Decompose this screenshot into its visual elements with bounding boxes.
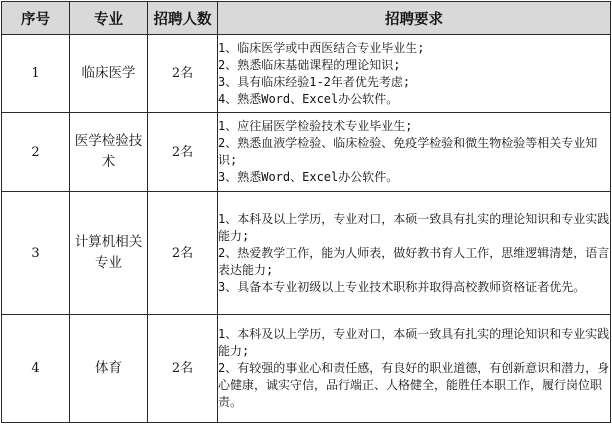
row-index: 2 bbox=[2, 113, 70, 192]
row-major: 体育 bbox=[70, 315, 148, 423]
row-index: 4 bbox=[2, 315, 70, 423]
requirement-item: 3、熟悉Word、Excel办公软件。 bbox=[218, 170, 399, 184]
row-major: 医学检验技术 bbox=[70, 113, 148, 192]
requirement-item: 4、熟悉Word、Excel办公软件。 bbox=[218, 91, 399, 106]
requirement-item: 1、应往届医学检验技术专业毕业生; bbox=[218, 119, 413, 133]
recruitment-table bbox=[1, 1, 611, 423]
row-requirements bbox=[218, 35, 611, 113]
requirement-item: 2、有较强的事业心和责任感，有良好的职业道德，有创新意识和潜力，身心健康，诚实守信，品行端正、人格健全，能胜任本职工作，履行岗位职责。 bbox=[218, 361, 610, 409]
row-count: 2名 bbox=[148, 35, 218, 113]
header-requirements: 招聘要求 bbox=[218, 2, 611, 35]
row-major: 临床医学 bbox=[70, 35, 148, 113]
row-requirements bbox=[218, 113, 611, 192]
requirement-item: 3、具有临床经验1-2年者优先考虑; bbox=[218, 74, 411, 89]
header-count: 招聘人数 bbox=[148, 2, 218, 35]
table-row bbox=[2, 113, 611, 192]
row-requirements bbox=[218, 315, 611, 423]
row-count: 2名 bbox=[148, 113, 218, 192]
row-major: 计算机相关专业 bbox=[70, 192, 148, 315]
requirement-item: 1、本科及以上学历，专业对口，本硕一致具有扎实的理论知识和专业实践能力; bbox=[218, 211, 610, 243]
requirement-item: 2、热爱教学工作，能为人师表，做好教书育人工作，思维逻辑清楚，语言表达能力; bbox=[218, 245, 610, 277]
header-row bbox=[2, 2, 611, 35]
table-row bbox=[2, 315, 611, 423]
table-row bbox=[2, 192, 611, 315]
requirement-item: 1、临床医学或中西医结合专业毕业生; bbox=[218, 40, 425, 55]
row-requirements bbox=[218, 192, 611, 315]
row-index: 3 bbox=[2, 192, 70, 315]
header-major: 专业 bbox=[70, 2, 148, 35]
requirement-item: 2、熟悉临床基础课程的理论知识; bbox=[218, 57, 401, 72]
row-count: 2名 bbox=[148, 315, 218, 423]
row-count: 2名 bbox=[148, 192, 218, 315]
requirement-item: 3、具备本专业初级以上专业技术职称并取得高校教师资格证者优先。 bbox=[218, 279, 586, 294]
row-index: 1 bbox=[2, 35, 70, 113]
requirement-item: 2、熟悉血液学检验、临床检验、免疫学检验和微生物检验等相关专业知识; bbox=[218, 136, 598, 167]
table-row bbox=[2, 35, 611, 113]
requirement-item: 1、本科及以上学历，专业对口，本硕一致具有扎实的理论知识和专业实践能力; bbox=[218, 327, 610, 358]
header-index: 序号 bbox=[2, 2, 70, 35]
